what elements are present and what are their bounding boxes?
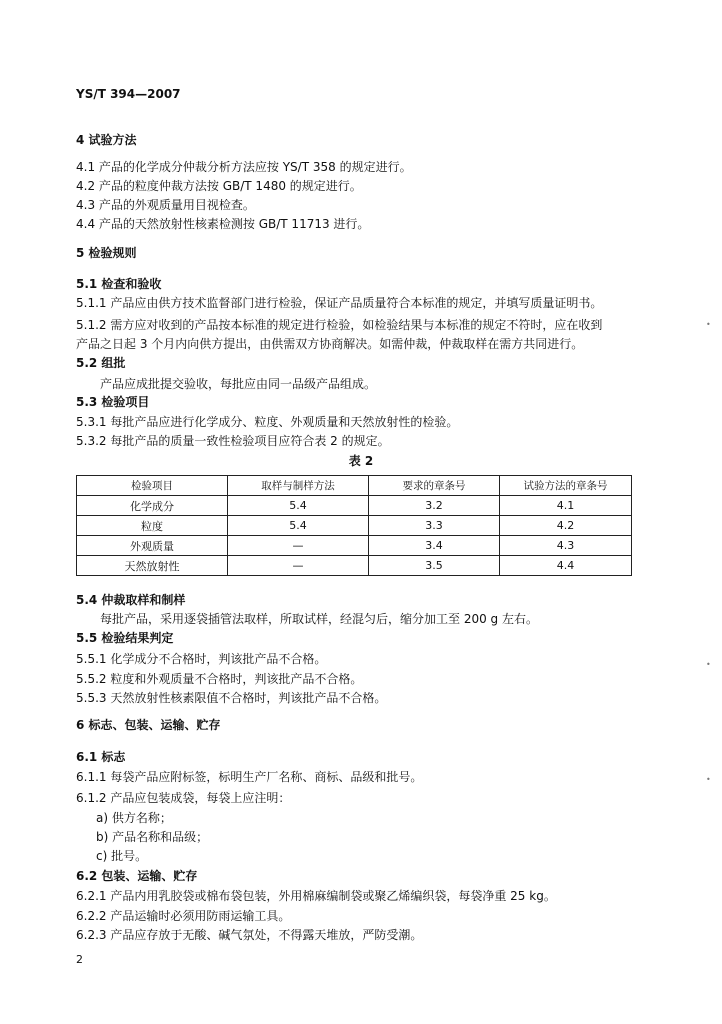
table-cell: 3.4 [369,536,500,556]
text-line: 6.2.1 产品内用乳胶袋或棉布袋包装，外用棉麻编制袋或聚乙烯编织袋，每袋净重 25 kg。 [76,889,556,903]
section-heading: 5 检验规则 [76,246,137,260]
table-header-cell: 试验方法的章条号 [500,476,632,496]
text-line: 5.5.1 化学成分不合格时，判该批产品不合格。 [76,652,327,666]
scan-speck: • [706,775,711,784]
table-cell: 4.1 [500,496,632,516]
text-line: 每批产品，采用逐袋插管法取样，所取试样，经混匀后，缩分加工至 200 g 左右。 [100,612,538,626]
table-header-cell: 检验项目 [77,476,228,496]
table-row [77,536,632,556]
section-heading: 4 试验方法 [76,133,137,147]
text-line: 5.5.2 粒度和外观质量不合格时，判该批产品不合格。 [76,672,363,686]
text-line: 5.1.2 需方应对收到的产品按本标准的规定进行检验，如检验结果与本标准的规定不符时，应在收到 [76,318,603,332]
section-heading: 6.1 标志 [76,750,126,764]
table-cell: 化学成分 [77,496,228,516]
text-line: 4.3 产品的外观质量用目视检查。 [76,198,255,212]
text-line: 4.1 产品的化学成分仲裁分析方法应按 YS/T 358 的规定进行。 [76,160,412,174]
table-cell: 5.4 [228,496,369,516]
table-caption: 表 2 [348,454,374,468]
table-cell: 3.3 [369,516,500,536]
section-heading: 5.3 检验项目 [76,395,150,409]
scan-speck: • [706,660,711,669]
table-cell: 4.4 [500,556,632,576]
document-header: YS/T 394—2007 [76,87,181,101]
table-cell: 5.4 [228,516,369,536]
table-header-cell: 取样与制样方法 [228,476,369,496]
table-cell: 粒度 [77,516,228,536]
table-cell: 外观质量 [77,536,228,556]
text-line: 6.2.2 产品运输时必须用防雨运输工具。 [76,909,291,923]
text-line: b) 产品名称和品级； [96,830,209,844]
table-cell: 4.2 [500,516,632,536]
text-line: 5.3.2 每批产品的质量一致性检验项目应符合表 2 的规定。 [76,434,390,448]
table-header-cell: 要求的章条号 [369,476,500,496]
inspection-items-table [76,475,632,576]
scan-speck: • [706,320,711,329]
table-row [77,556,632,576]
text-line: 4.2 产品的粒度仲裁方法按 GB/T 1480 的规定进行。 [76,179,362,193]
text-line: a) 供方名称； [96,811,172,825]
text-line: c) 批号。 [96,849,148,863]
table-cell: 3.2 [369,496,500,516]
table-cell: 天然放射性 [77,556,228,576]
section-heading: 6 标志、包装、运输、贮存 [76,718,221,732]
text-line: 5.5.3 天然放射性核素限值不合格时，判该批产品不合格。 [76,691,387,705]
text-line: 5.3.1 每批产品应进行化学成分、粒度、外观质量和天然放射性的检验。 [76,415,459,429]
text-line: 产品之日起 3 个月内向供方提出，由供需双方协商解决。如需仲裁，仲裁取样在需方共同进行。 [76,337,584,351]
table-cell: — [228,556,369,576]
text-line: 4.4 产品的天然放射性核素检测按 GB/T 11713 进行。 [76,217,370,231]
table-cell: 4.3 [500,536,632,556]
section-heading: 6.2 包装、运输、贮存 [76,869,198,883]
text-line: 6.1.2 产品应包装成袋，每袋上应注明： [76,791,291,805]
section-heading: 5.1 检查和验收 [76,277,162,291]
section-heading: 5.5 检验结果判定 [76,631,174,645]
text-line: 6.1.1 每袋产品应附标签，标明生产厂名称、商标、品级和批号。 [76,770,423,784]
page-number: 2 [76,953,83,966]
section-heading: 5.2 组批 [76,356,126,370]
table-cell: 3.5 [369,556,500,576]
table-cell: — [228,536,369,556]
table-row [77,496,632,516]
section-heading: 5.4 仲裁取样和制样 [76,593,186,607]
table-row [77,516,632,536]
text-line: 5.1.1 产品应由供方技术监督部门进行检验，保证产品质量符合本标准的规定，并填写质量证明书。 [76,296,603,310]
table-header-row [77,476,632,496]
text-line: 产品应成批提交验收，每批应由同一品级产品组成。 [100,377,377,391]
text-line: 6.2.3 产品应存放于无酸、碱气氛处，不得露天堆放，严防受潮。 [76,928,423,942]
